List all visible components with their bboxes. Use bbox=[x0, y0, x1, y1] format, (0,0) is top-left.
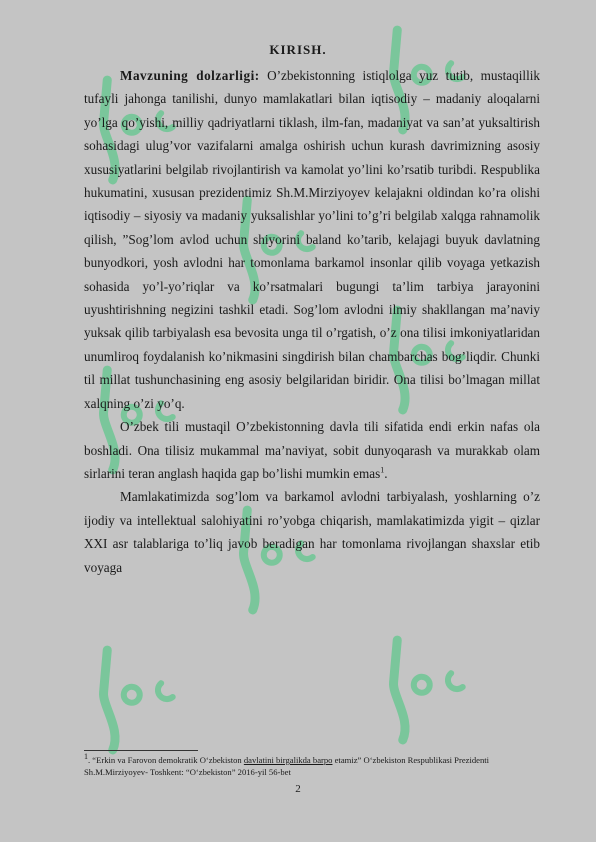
page-number: 2 bbox=[295, 783, 301, 795]
relevance-text: O’zbekistonning istiqlolga yuz tutib, mustaqillik tufayli jahonga tanilishi, dunyo mamlakatlari bilan iqtisodiy – madaniy aloqalarni yo’lga qo’yishi, milliy qadriyatlarni tiklash, ilm-fan, madaniyat va san’at yuksaltirish sohasidagi ulug’vor vazifalarni amalga oshirish uchun kurash davrimizning asosiy xususiyatlarini belgilab rivojlantirish va kamolat yo’lini ko’rsatib turibdi. Respublika hukumatini, xususan prezidentimiz Sh.M.Mirziyoyev kelajakni oldindan ko’ra olishi iqtisodiy – siyosiy va madaniy yuksalishlar yo’lini to’g’ri belgilab xalqga rahnamolik qilish, ”Sog’lom avlod uchun shiyorini baland ko’tarib, kelajagi buyuk davlatning bunyodkori, yosh avlodni har tomonlama barkamol insonlar qilib voyaga yetkazish sohasida yo’l-yo’riqlar va ko’rsatmalari bugungi ta’lim tarbiya jarayonini uyushtirishning negizini tashkil etadi. Sog’lom avlodni ilmiy shakllangan ma’naviy yuksak qilib tarbiyalash esa bevosita unga til o’rgatish, o’z ona tilisi imkoniyatlaridan unumliroq foydalanish ko’nikmasini singdirish bilan chambarchas bog’liqdir. Chunki til millat tushunchasining eng asosiy belgilaridan biridir. Ona tilisi bo’lmagan millat xalqning o’zi yo’q. bbox=[84, 68, 540, 411]
language-text-end: . bbox=[384, 465, 388, 481]
youth-text: Mamlakatimizda sog’lom va barkamol avlodni tarbiyalash, yoshlarning o’z ijodiy va intellektual salohiyatini ro’yobga chiqarish, mamlakatimizda yigit – qizlar XXI asr talablariga to’liq javob beradigan har tomonlama rivojlangan shaxslar etib voyaga bbox=[84, 489, 540, 575]
footnote bbox=[84, 754, 544, 778]
footnote-text-start: . “Erkin va Farovon demokratik O‘zbekiston bbox=[88, 755, 244, 765]
footnote-divider bbox=[84, 750, 198, 751]
paragraph-relevance bbox=[84, 64, 540, 415]
watermark-mark bbox=[61, 637, 174, 750]
language-text: O’zbek tili mustaqil O’zbekistonning davla tili sifatida endi erkin nafas ola boshladi. Ona tilisiz mukammal ma’naviyat, sobit dunyoqarash va murakkab olam sirlarini teran anglash haqida gap bo’lishi mumkin emas bbox=[84, 419, 540, 481]
page-title: KIRISH. bbox=[269, 42, 327, 57]
watermark-mark bbox=[351, 627, 464, 740]
footnote-text-underlined: davlatini birgalikda barpo bbox=[243, 755, 333, 765]
footnote-marker: 1 bbox=[84, 752, 88, 762]
paragraph-language bbox=[84, 415, 540, 485]
body-text bbox=[84, 64, 540, 579]
paragraph-youth bbox=[84, 485, 540, 579]
footnote-ref[interactable]: 1 bbox=[380, 465, 385, 475]
footnote-text-end: etamiz” O‘zbekiston Respublikasi Prezidenti Sh.M.Mirziyoyev- Toshkent: “O‘zbekiston” 2016-yil 56-bet bbox=[84, 755, 490, 777]
relevance-lead: Mavzuning dolzarligi: bbox=[120, 68, 260, 83]
